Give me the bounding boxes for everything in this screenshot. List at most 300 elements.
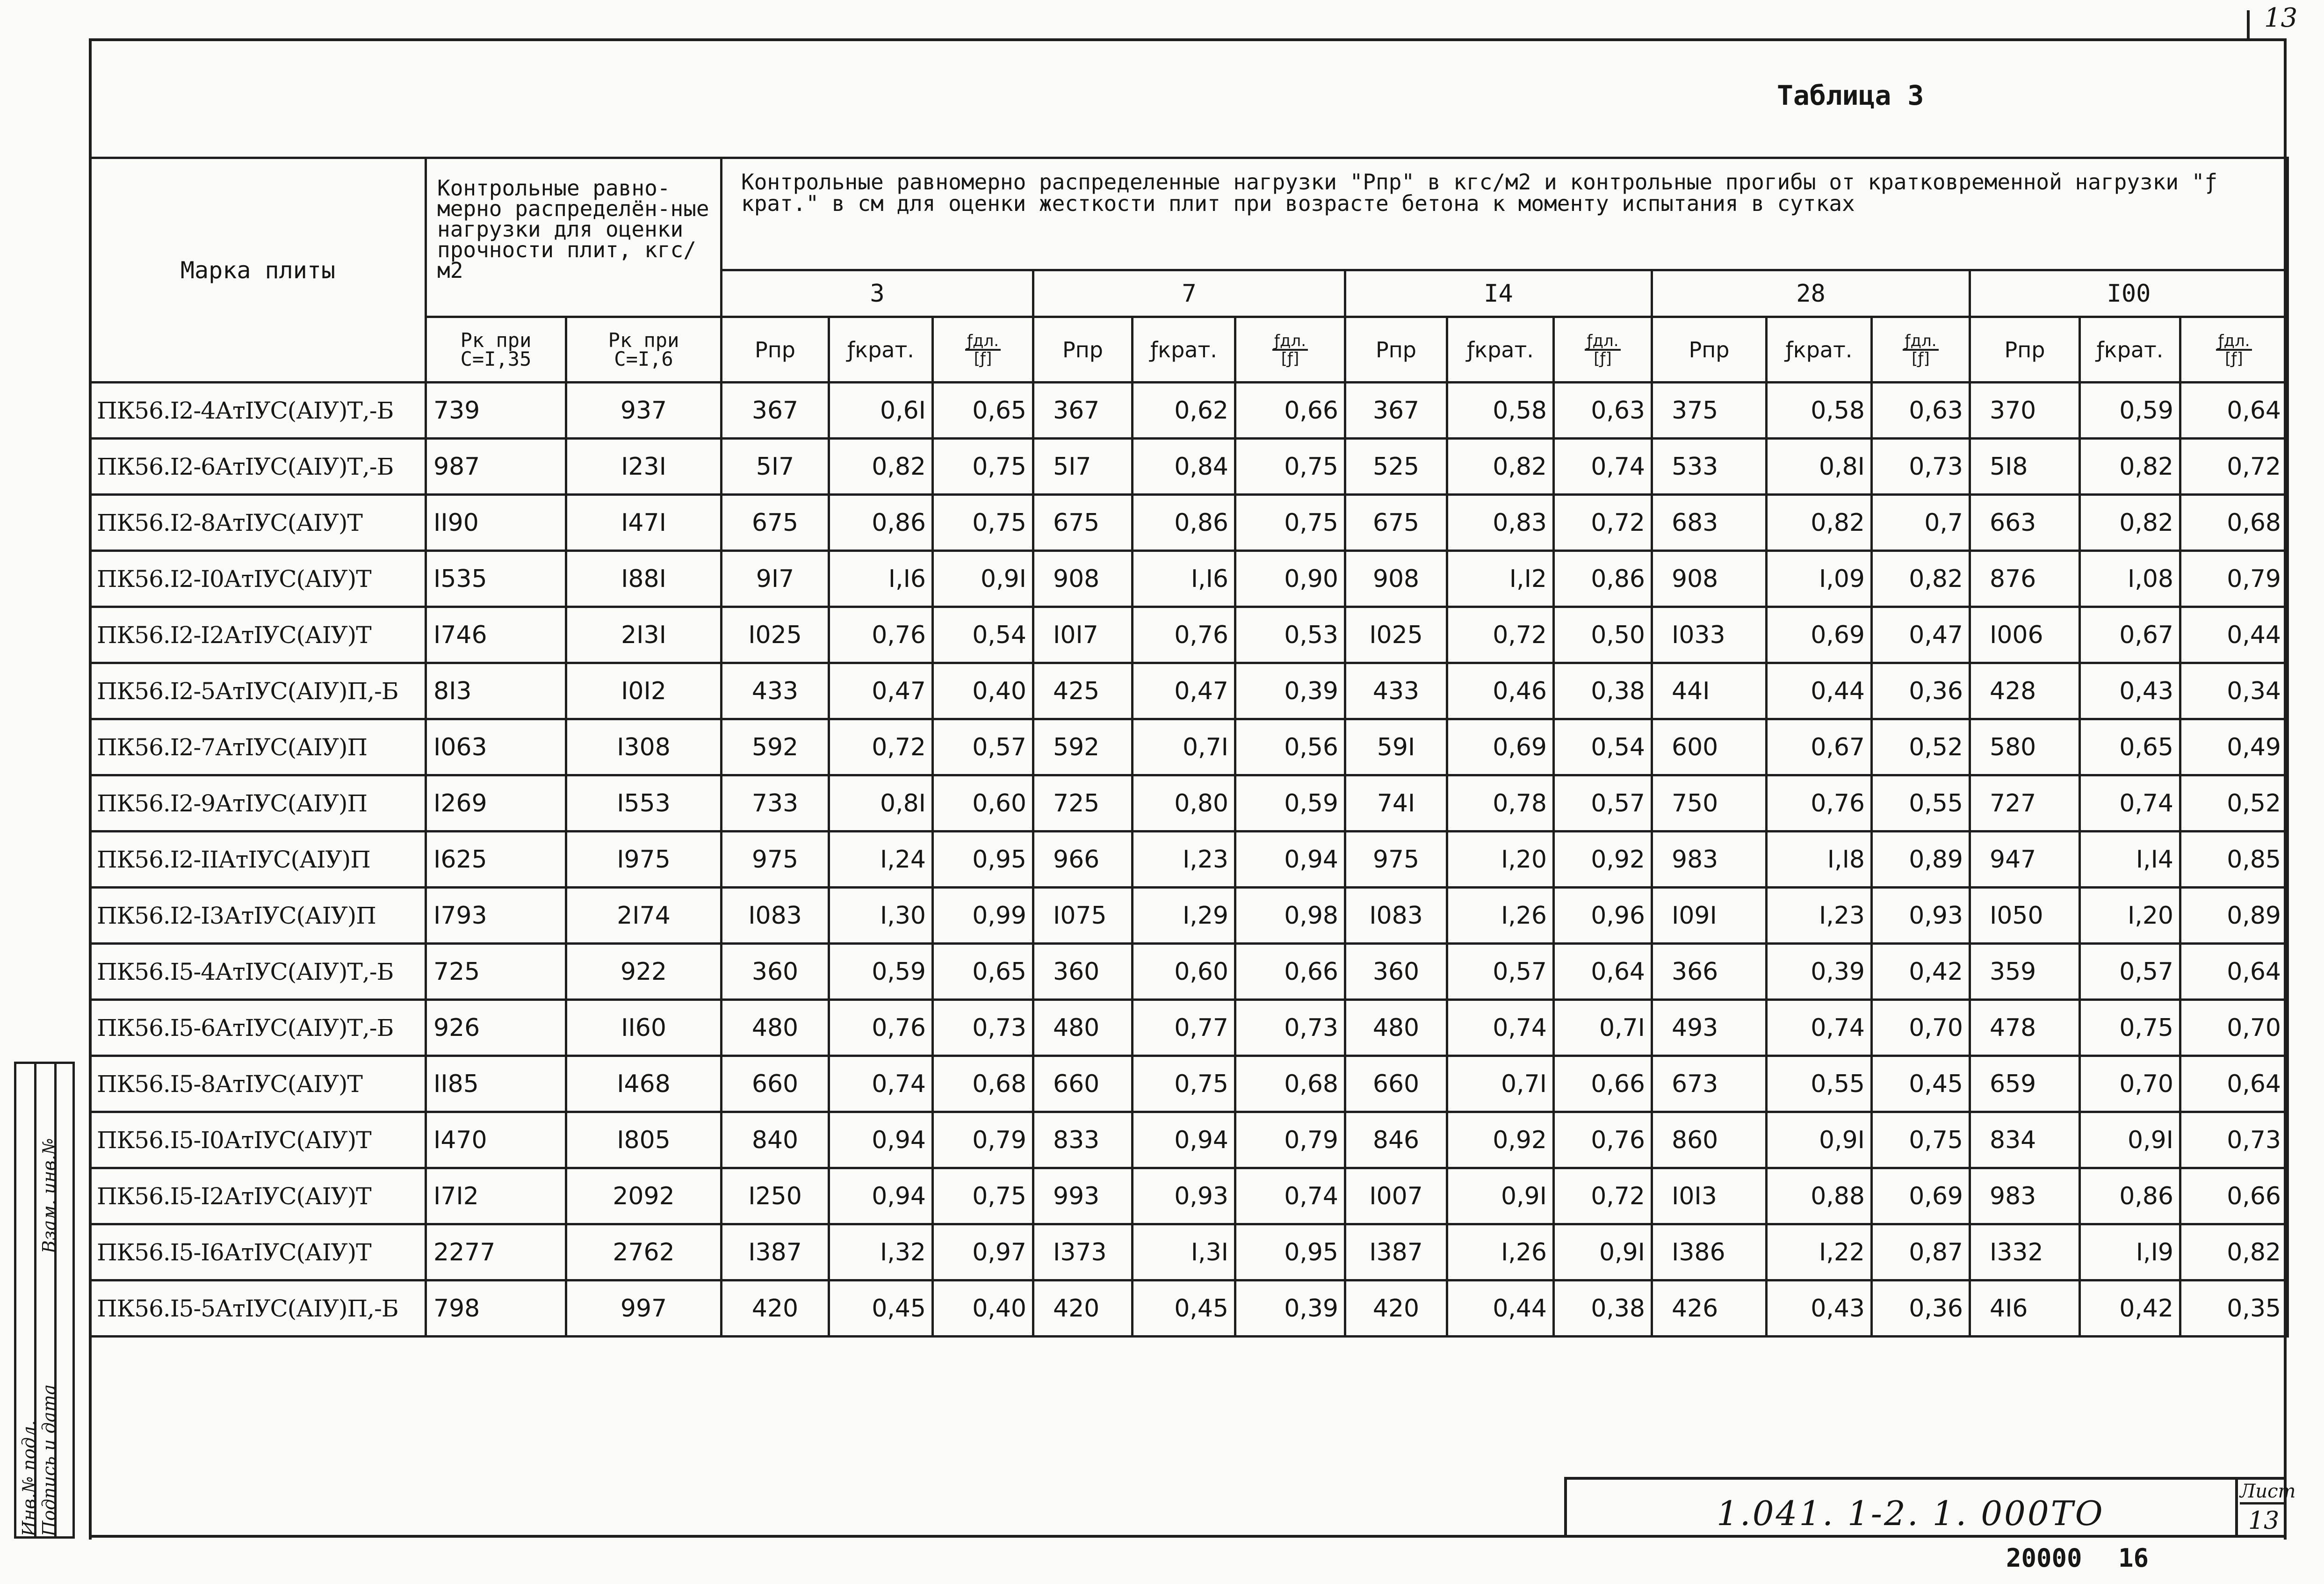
ppr-value: 675 [1033,495,1133,551]
rk-c16: I23I [566,439,722,495]
ppr-value: I083 [722,888,829,944]
rk-c135: 739 [426,383,566,439]
f-dl-ratio-value: 0,59 [1235,775,1345,832]
rk-c16: I553 [566,775,722,832]
f-dl-ratio-value: 0,55 [1872,775,1970,832]
ppr-value: 480 [1033,1000,1133,1056]
plate-mark: ПК56.I5-6АтIУС(АIУ)Т,-Б [90,1000,426,1056]
f-dl-ratio-value: 0,60 [933,775,1033,832]
sheet-label: Лист [2240,1481,2287,1504]
header-control-loads-text: Контрольные равно-мерно распределён-ные нагрузки для оценки прочности плит, кгс/м2 [437,175,709,283]
f-krat-value: 0,67 [2080,607,2180,663]
f-krat-value: 0,94 [829,1168,933,1224]
f-dl-ratio-value: 0,72 [1554,495,1652,551]
f-dl-ratio-value: 0,95 [1235,1224,1345,1280]
rk-c135: I269 [426,775,566,832]
header-fkrat-3: ƒкрат. [1767,317,1872,383]
f-krat-value: 0,83 [1447,495,1554,551]
f-krat-value: 0,74 [829,1056,933,1112]
f-dl-ratio-value: 0,53 [1235,607,1345,663]
header-age-0: 3 [722,270,1033,317]
rk-c16: I88I [566,551,722,607]
f-dl-ratio-value: 0,68 [1235,1056,1345,1112]
f-dl-ratio-value: 0,38 [1554,1280,1652,1337]
f-dl-ratio-value: 0,74 [1554,439,1652,495]
side-label-inv: Инв.№ подл. [19,1420,39,1536]
f-dl-ratio-value: 0,73 [1872,439,1970,495]
table-row [90,775,2288,832]
header-fdl-denominator: [ƒ] [2225,349,2243,368]
header-fdl-denominator: [ƒ] [1594,349,1612,368]
plate-mark: ПК56.I2-6АтIУС(АIУ)Т,-Б [90,439,426,495]
f-dl-ratio-value: 0,92 [1554,832,1652,888]
f-krat-value: 0,8I [1767,439,1872,495]
f-krat-value: 0,46 [1447,663,1554,719]
table-row [90,944,2288,1000]
plate-mark: ПК56.I5-5АтIУС(АIУ)П,-Б [90,1280,426,1337]
plate-mark: ПК56.I2-I2АтIУС(АIУ)Т [90,607,426,663]
ppr-value: 675 [722,495,829,551]
ppr-value: 433 [722,663,829,719]
ppr-value: 370 [1970,383,2080,439]
ppr-value: 433 [1345,663,1447,719]
plate-mark: ПК56.I2-I0АтIУС(АIУ)Т [90,551,426,607]
plate-mark: ПК56.I5-I2АтIУС(АIУ)Т [90,1168,426,1224]
f-krat-value: 0,82 [2080,495,2180,551]
ppr-value: 592 [1033,719,1133,775]
ppr-value: 660 [1033,1056,1133,1112]
ppr-value: 580 [1970,719,2080,775]
f-dl-ratio-value: 0,85 [2180,832,2288,888]
header-ppr-2: Рпр [1345,317,1447,383]
header-ppr-4: Рпр [1970,317,2080,383]
plate-mark: ПК56.I5-I6АтIУС(АIУ)Т [90,1224,426,1280]
f-krat-value: 0,93 [1133,1168,1235,1224]
f-dl-ratio-value: 0,75 [1235,495,1345,551]
rk-c16: 2762 [566,1224,722,1280]
data-table [89,157,2289,1338]
plate-mark: ПК56.I2-I3АтIУС(АIУ)П [90,888,426,944]
f-dl-ratio-value: 0,34 [2180,663,2288,719]
header-rk2 [566,317,722,383]
rk-c16: 922 [566,944,722,1000]
frame-top-tick [2247,10,2250,38]
rk-c16: I805 [566,1112,722,1168]
ppr-value: 592 [722,719,829,775]
f-dl-ratio-value: 0,44 [2180,607,2288,663]
header-rk1 [426,317,566,383]
plate-mark: ПК56.I2-5АтIУС(АIУ)П,-Б [90,663,426,719]
f-dl-ratio-value: 0,49 [2180,719,2288,775]
f-dl-ratio-value: 0,63 [1554,383,1652,439]
rk-c16: I0I2 [566,663,722,719]
f-krat-value: I,I9 [2080,1224,2180,1280]
f-krat-value: 0,62 [1133,383,1235,439]
f-dl-ratio-value: 0,65 [933,383,1033,439]
ppr-value: 966 [1033,832,1133,888]
f-dl-ratio-value: 0,90 [1235,551,1345,607]
header-rk1-line2: С=I,35 [460,347,532,370]
f-dl-ratio-value: 0,68 [933,1056,1033,1112]
f-krat-value: I,26 [1447,1224,1554,1280]
ppr-value: 360 [1033,944,1133,1000]
plate-mark: ПК56.I5-4АтIУС(АIУ)Т,-Б [90,944,426,1000]
f-krat-value: I,08 [2080,551,2180,607]
f-krat-value: 0,94 [1133,1112,1235,1168]
f-krat-value: 0,74 [1767,1000,1872,1056]
f-dl-ratio-value: 0,73 [933,1000,1033,1056]
rk-c135: I625 [426,832,566,888]
f-dl-ratio-value: 0,50 [1554,607,1652,663]
f-krat-value: 0,72 [829,719,933,775]
rk-c135: I470 [426,1112,566,1168]
f-dl-ratio-value: 0,82 [2180,1224,2288,1280]
f-krat-value: 0,44 [1767,663,1872,719]
corner-sheet-number: 13 [2264,3,2298,33]
ppr-value: 367 [722,383,829,439]
f-krat-value: 0,47 [829,663,933,719]
ppr-value: I387 [1345,1224,1447,1280]
header-fdl-denominator: [ƒ] [1912,349,1930,368]
f-dl-ratio-value: 0,40 [933,1280,1033,1337]
f-krat-value: 0,58 [1447,383,1554,439]
ppr-value: 983 [1970,1168,2080,1224]
ppr-value: 74I [1345,775,1447,832]
header-rk1-line1: Рк при [460,328,532,352]
f-dl-ratio-value: 0,73 [2180,1112,2288,1168]
f-dl-ratio-value: 0,35 [2180,1280,2288,1337]
header-age-1: 7 [1033,270,1345,317]
rk-c135: I746 [426,607,566,663]
f-dl-ratio-value: 0,69 [1872,1168,1970,1224]
ppr-value: 600 [1652,719,1767,775]
header-rk2-line1: Рк при [608,328,679,352]
header-fkrat-4: ƒкрат. [2080,317,2180,383]
f-dl-ratio-value: 0,9I [933,551,1033,607]
rk-c16: 937 [566,383,722,439]
ppr-value: 360 [1345,944,1447,1000]
header-fkrat-0: ƒкрат. [829,317,933,383]
header-ppr-0: Рпр [722,317,829,383]
rk-c16: I975 [566,832,722,888]
header-fdl-denominator: [ƒ] [974,349,992,368]
header-age-2: I4 [1345,270,1652,317]
ppr-value: I0I7 [1033,607,1133,663]
f-krat-value: 0,9I [1447,1168,1554,1224]
rk-c135: 2277 [426,1224,566,1280]
f-dl-ratio-value: 0,86 [1554,551,1652,607]
ppr-value: I050 [1970,888,2080,944]
table-row [90,495,2288,551]
ppr-value: 44I [1652,663,1767,719]
ppr-value: 428 [1970,663,2080,719]
table-row [90,1224,2288,1280]
f-krat-value: 0,69 [1447,719,1554,775]
f-krat-value: 0,82 [829,439,933,495]
plate-mark: ПК56.I2-4АтIУС(АIУ)Т,-Б [90,383,426,439]
rk-c135: II90 [426,495,566,551]
f-krat-value: I,32 [829,1224,933,1280]
ppr-value: I025 [722,607,829,663]
rk-c16: I47I [566,495,722,551]
rk-c135: II85 [426,1056,566,1112]
f-dl-ratio-value: 0,66 [1235,383,1345,439]
header-fdl-fraction [965,333,1001,367]
f-krat-value: 0,88 [1767,1168,1872,1224]
ppr-value: 675 [1345,495,1447,551]
ppr-value: 425 [1033,663,1133,719]
f-krat-value: 0,43 [2080,663,2180,719]
f-dl-ratio-value: 0,57 [933,719,1033,775]
header-fdl-fraction [2216,333,2252,367]
rk-c135: I063 [426,719,566,775]
ppr-value: 420 [722,1280,829,1337]
f-krat-value: 0,76 [1133,607,1235,663]
f-dl-ratio-value: 0,47 [1872,607,1970,663]
ppr-value: I332 [1970,1224,2080,1280]
f-krat-value: 0,47 [1133,663,1235,719]
ppr-value: 367 [1033,383,1133,439]
plate-mark: ПК56.I5-8АтIУС(АIУ)Т [90,1056,426,1112]
ppr-value: 420 [1345,1280,1447,1337]
f-krat-value: 0,82 [2080,439,2180,495]
f-krat-value: 0,65 [2080,719,2180,775]
f-krat-value: 0,7I [1133,719,1235,775]
f-krat-value: I,29 [1133,888,1235,944]
sheet-number: 13 [2248,1507,2280,1535]
table-row [90,383,2288,439]
table-row [90,663,2288,719]
f-krat-value: 0,6I [829,383,933,439]
f-dl-ratio-value: 0,38 [1554,663,1652,719]
ppr-value: 5I7 [722,439,829,495]
rk-c135: 987 [426,439,566,495]
f-krat-value: 0,59 [829,944,933,1000]
ppr-value: 947 [1970,832,2080,888]
ppr-value: 975 [722,832,829,888]
sheet-box [2235,1480,2296,1538]
f-dl-ratio-value: 0,39 [1235,1280,1345,1337]
header-fdl-denominator: [ƒ] [1281,349,1299,368]
f-dl-ratio-value: 0,79 [933,1112,1033,1168]
f-krat-value: I,30 [829,888,933,944]
f-krat-value: 0,82 [1767,495,1872,551]
rk-c16: II60 [566,1000,722,1056]
f-krat-value: 0,44 [1447,1280,1554,1337]
ppr-value: I025 [1345,607,1447,663]
footer-code: 20000 [2006,1543,2082,1573]
ppr-value: 367 [1345,383,1447,439]
header-fdl-3 [1872,317,1970,383]
f-krat-value: I,I8 [1767,832,1872,888]
f-krat-value: 0,76 [829,1000,933,1056]
f-dl-ratio-value: 0,42 [1872,944,1970,1000]
f-dl-ratio-value: 0,63 [1872,383,1970,439]
f-krat-value: 0,67 [1767,719,1872,775]
f-dl-ratio-value: 0,7I [1554,1000,1652,1056]
ppr-value: 733 [722,775,829,832]
ppr-value: 750 [1652,775,1767,832]
f-krat-value: 0,86 [1133,495,1235,551]
table-row [90,551,2288,607]
rk-c16: 2092 [566,1168,722,1224]
ppr-value: I09I [1652,888,1767,944]
ppr-value: 480 [722,1000,829,1056]
f-krat-value: 0,59 [2080,383,2180,439]
f-dl-ratio-value: 0,40 [933,663,1033,719]
ppr-value: 908 [1033,551,1133,607]
ppr-value: 9I7 [722,551,829,607]
ppr-value: I0I3 [1652,1168,1767,1224]
f-dl-ratio-value: 0,87 [1872,1224,1970,1280]
ppr-value: 660 [722,1056,829,1112]
ppr-value: 673 [1652,1056,1767,1112]
f-krat-value: I,I6 [829,551,933,607]
f-krat-value: I,I4 [2080,832,2180,888]
side-label-replace: Взам. инв.№ [39,1138,59,1253]
f-krat-value: 0,78 [1447,775,1554,832]
f-dl-ratio-value: 0,64 [1554,944,1652,1000]
f-krat-value: 0,94 [829,1112,933,1168]
f-dl-ratio-value: 0,65 [933,944,1033,1000]
title-block [1564,1477,2296,1538]
header-fkrat-2: ƒкрат. [1447,317,1554,383]
f-krat-value: 0,86 [829,495,933,551]
rk-c16: I468 [566,1056,722,1112]
f-krat-value: I,09 [1767,551,1872,607]
table-title: Таблица 3 [1777,80,1924,111]
f-dl-ratio-value: 0,79 [2180,551,2288,607]
f-krat-value: 0,74 [2080,775,2180,832]
side-label-sign: Подпись и дата [39,1384,59,1536]
header-fdl-numerator: ƒдл. [1903,333,1938,351]
f-dl-ratio-value: 0,45 [1872,1056,1970,1112]
rk-c16: I308 [566,719,722,775]
ppr-value: 975 [1345,832,1447,888]
footer-page: 16 [2118,1543,2149,1573]
f-dl-ratio-value: 0,64 [2180,944,2288,1000]
f-dl-ratio-value: 0,99 [933,888,1033,944]
table-row [90,1168,2288,1224]
f-krat-value: 0,7I [1447,1056,1554,1112]
f-dl-ratio-value: 0,98 [1235,888,1345,944]
f-krat-value: 0,82 [1447,439,1554,495]
header-ppr-1: Рпр [1033,317,1133,383]
f-dl-ratio-value: 0,82 [1872,551,1970,607]
f-dl-ratio-value: 0,94 [1235,832,1345,888]
f-dl-ratio-value: 0,95 [933,832,1033,888]
table-row [90,832,2288,888]
f-dl-ratio-value: 0,66 [1235,944,1345,1000]
f-dl-ratio-value: 0,57 [1554,775,1652,832]
ppr-value: 59I [1345,719,1447,775]
ppr-value: 727 [1970,775,2080,832]
header-fdl-fraction [1903,333,1938,367]
ppr-value: 533 [1652,439,1767,495]
f-krat-value: 0,39 [1767,944,1872,1000]
ppr-value: 4I6 [1970,1280,2080,1337]
ppr-value: 993 [1033,1168,1133,1224]
f-dl-ratio-value: 0,75 [1872,1112,1970,1168]
f-dl-ratio-value: 0,52 [2180,775,2288,832]
plate-mark: ПК56.I2-8АтIУС(АIУ)Т [90,495,426,551]
f-dl-ratio-value: 0,89 [2180,888,2288,944]
f-dl-ratio-value: 0,36 [1872,663,1970,719]
header-fdl-4 [2180,317,2288,383]
f-krat-value: 0,77 [1133,1000,1235,1056]
f-krat-value: 0,92 [1447,1112,1554,1168]
f-krat-value: 0,9I [2080,1112,2180,1168]
f-krat-value: I,20 [1447,832,1554,888]
ppr-value: 908 [1345,551,1447,607]
f-krat-value: 0,9I [1767,1112,1872,1168]
ppr-value: 5I7 [1033,439,1133,495]
header-fdl-numerator: ƒдл. [1585,333,1620,351]
ppr-value: I250 [722,1168,829,1224]
f-krat-value: I,3I [1133,1224,1235,1280]
ppr-value: 493 [1652,1000,1767,1056]
header-control-deflections: Контрольные равномерно распределенные нагрузки "Рпр" в кгс/м2 и контрольные прогибы от кратковременной нагрузки "ƒ крат." в см для оценки жесткости плит при возрасте бетона к моменту испытания в сутках [722,158,2288,270]
ppr-value: 426 [1652,1280,1767,1337]
ppr-value: I387 [722,1224,829,1280]
header-ppr-3: Рпр [1652,317,1767,383]
f-dl-ratio-value: 0,68 [2180,495,2288,551]
ppr-value: 833 [1033,1112,1133,1168]
rk-c135: I535 [426,551,566,607]
f-krat-value: 0,45 [1133,1280,1235,1337]
f-krat-value: 0,72 [1447,607,1554,663]
header-fdl-fraction [1585,333,1620,367]
rk-c16: 2I74 [566,888,722,944]
rk-c135: 926 [426,1000,566,1056]
f-dl-ratio-value: 0,97 [933,1224,1033,1280]
header-fdl-fraction [1272,333,1308,367]
ppr-value: I386 [1652,1224,1767,1280]
table-row [90,1280,2288,1337]
ppr-value: 5I8 [1970,439,2080,495]
ppr-value: 366 [1652,944,1767,1000]
table-row [90,1112,2288,1168]
f-dl-ratio-value: 0,76 [1554,1112,1652,1168]
ppr-value: 360 [722,944,829,1000]
f-krat-value: 0,84 [1133,439,1235,495]
plate-mark: ПК56.I2-IIАтIУС(АIУ)П [90,832,426,888]
f-dl-ratio-value: 0,64 [2180,383,2288,439]
f-krat-value: 0,80 [1133,775,1235,832]
rk-c135: 725 [426,944,566,1000]
f-krat-value: 0,69 [1767,607,1872,663]
ppr-value: 834 [1970,1112,2080,1168]
header-fkrat-1: ƒкрат. [1133,317,1235,383]
header-rk2-line2: С=I,6 [614,347,673,370]
ppr-value: 359 [1970,944,2080,1000]
f-dl-ratio-value: 0,7 [1872,495,1970,551]
f-dl-ratio-value: 0,66 [1554,1056,1652,1112]
f-dl-ratio-value: 0,52 [1872,719,1970,775]
rk-c135: I793 [426,888,566,944]
ppr-value: 860 [1652,1112,1767,1168]
f-krat-value: 0,75 [1133,1056,1235,1112]
f-dl-ratio-value: 0,72 [1554,1168,1652,1224]
f-dl-ratio-value: 0,75 [933,495,1033,551]
ppr-value: I083 [1345,888,1447,944]
f-krat-value: I,26 [1447,888,1554,944]
ppr-value: 660 [1345,1056,1447,1112]
f-dl-ratio-value: 0,74 [1235,1168,1345,1224]
f-dl-ratio-value: 0,56 [1235,719,1345,775]
f-krat-value: 0,8I [829,775,933,832]
f-dl-ratio-value: 0,54 [1554,719,1652,775]
